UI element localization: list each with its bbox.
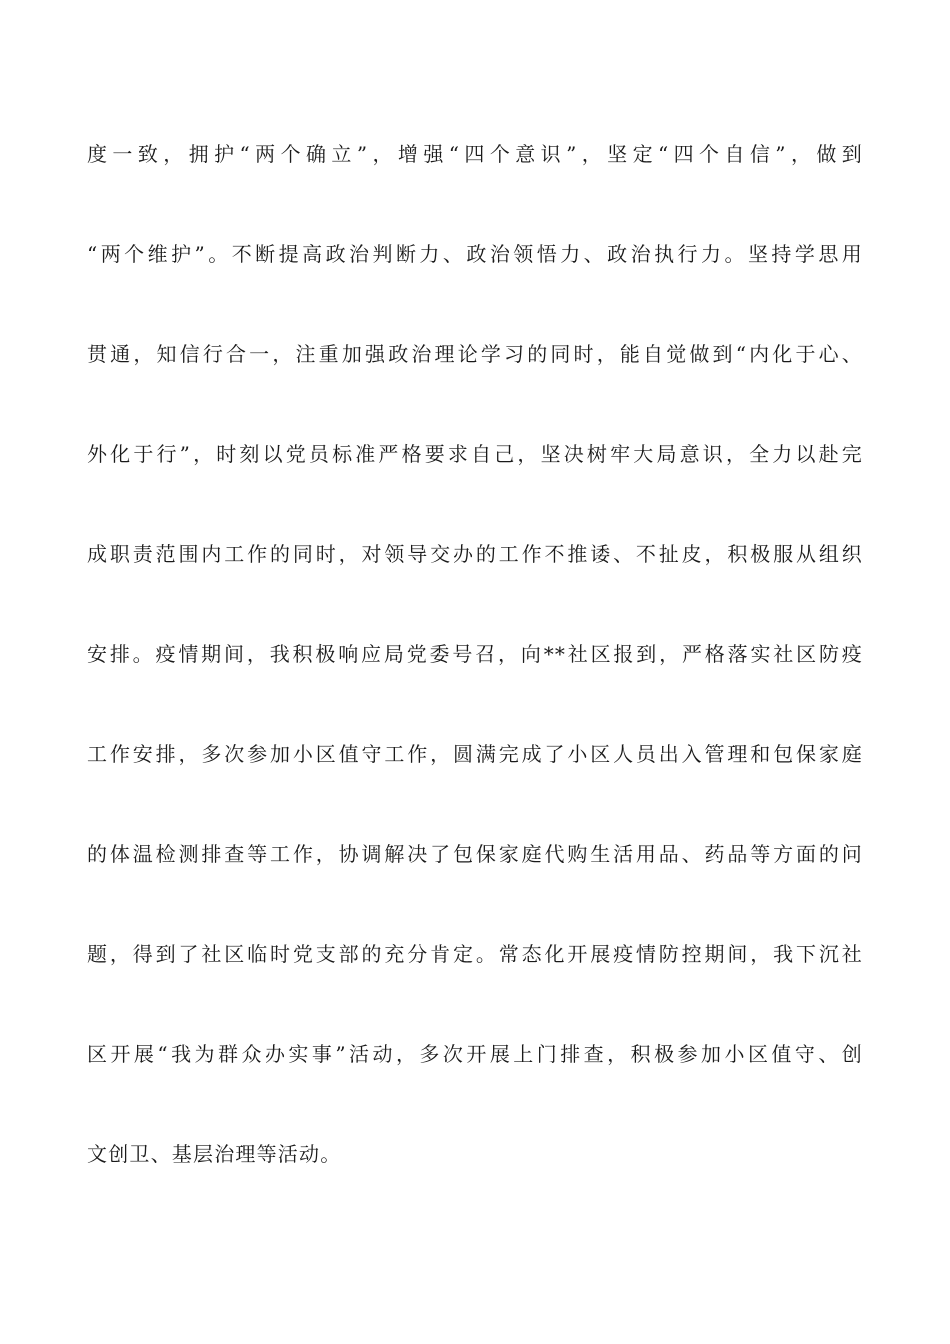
text-line: 区开展“我为群众办实事”活动，多次开展上门排查，积极参加小区值守、创 bbox=[87, 1042, 863, 1066]
text-line: 安排。疫情期间，我积极响应局党委号召，向**社区报到，严格落实社区防疫 bbox=[87, 642, 863, 666]
text-line: 成职责范围内工作的同时，对领导交办的工作不推诿、不扯皮，积极服从组织 bbox=[87, 542, 863, 566]
text-line-last: 文创卫、基层治理等活动。 bbox=[87, 1142, 342, 1166]
text-line: 度一致，拥护“两个确立”，增强“四个意识”，坚定“四个自信”，做到 bbox=[87, 142, 863, 166]
text-line: 的体温检测排查等工作，协调解决了包保家庭代购生活用品、药品等方面的问 bbox=[87, 842, 863, 866]
text-line: 题，得到了社区临时党支部的充分肯定。常态化开展疫情防控期间，我下沉社 bbox=[87, 942, 863, 966]
body-paragraph bbox=[87, 132, 863, 1232]
text-line: 外化于行”，时刻以党员标准严格要求自己，坚决树牢大局意识，全力以赴完 bbox=[87, 442, 863, 466]
text-line: 工作安排，多次参加小区值守工作，圆满完成了小区人员出入管理和包保家庭 bbox=[87, 742, 863, 766]
text-line: “两个维护”。不断提高政治判断力、政治领悟力、政治执行力。坚持学思用 bbox=[87, 242, 863, 266]
text-line: 贯通，知信行合一，注重加强政治理论学习的同时，能自觉做到“内化于心、 bbox=[87, 342, 863, 366]
